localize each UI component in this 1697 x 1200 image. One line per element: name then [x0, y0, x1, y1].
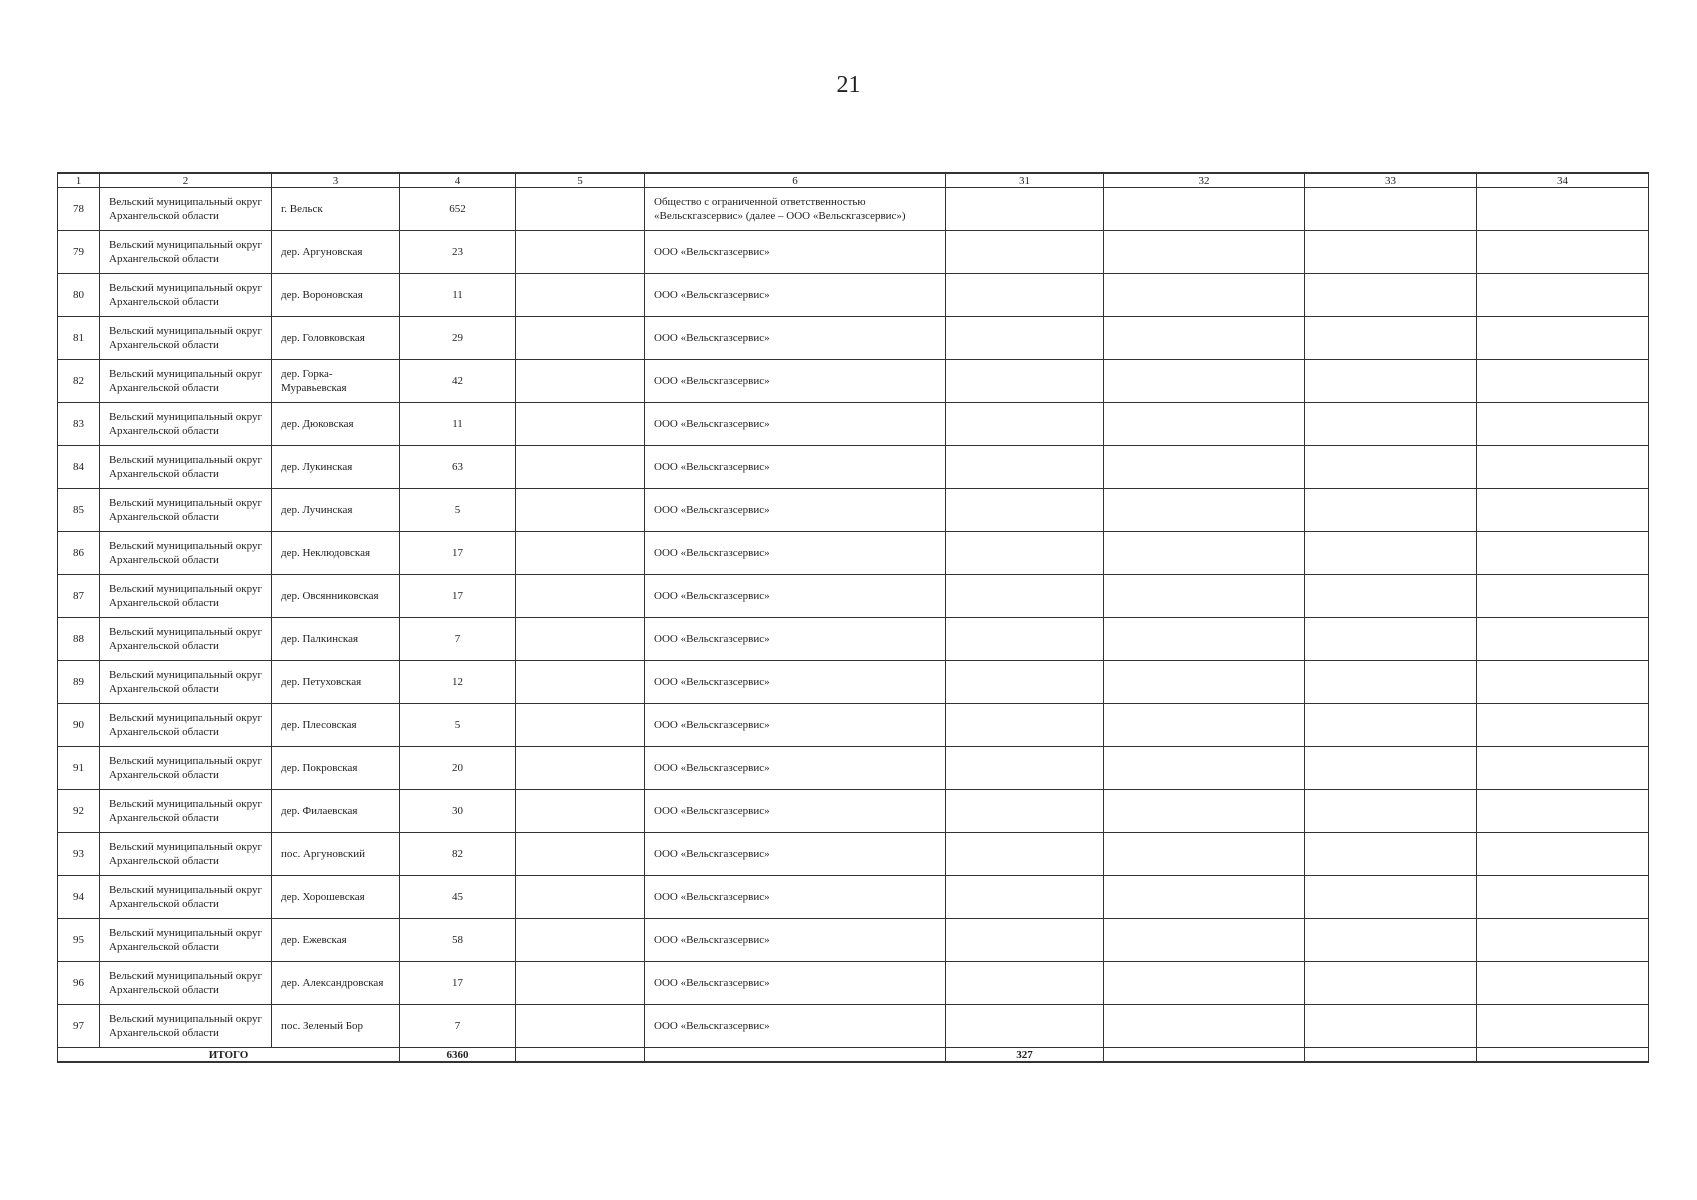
column-32-cell	[1104, 403, 1305, 446]
table-row	[58, 704, 1649, 747]
operator-cell: ООО «Вельскгазсервис»	[645, 446, 946, 489]
column-31-cell	[946, 833, 1104, 876]
column-5-cell	[516, 747, 645, 790]
column-32-cell	[1104, 790, 1305, 833]
row-number-cell: 80	[58, 274, 100, 317]
municipality-cell: Вельский муниципальный округ Архангельской области	[100, 446, 272, 489]
table-row	[58, 790, 1649, 833]
municipality-cell: Вельский муниципальный округ Архангельской области	[100, 532, 272, 575]
settlement-cell: г. Вельск	[272, 188, 400, 231]
total-row	[58, 1048, 1649, 1063]
municipality-cell: Вельский муниципальный округ Архангельской области	[100, 833, 272, 876]
column-33-cell	[1305, 790, 1477, 833]
table-row	[58, 532, 1649, 575]
quantity-cell: 20	[400, 747, 516, 790]
operator-cell: ООО «Вельскгазсервис»	[645, 661, 946, 704]
settlement-cell: дер. Вороновская	[272, 274, 400, 317]
table-row	[58, 919, 1649, 962]
quantity-cell: 82	[400, 833, 516, 876]
table-row	[58, 403, 1649, 446]
page-number: 21	[836, 72, 861, 98]
municipality-cell: Вельский муниципальный округ Архангельской области	[100, 274, 272, 317]
municipality-cell: Вельский муниципальный округ Архангельской области	[100, 489, 272, 532]
quantity-cell: 7	[400, 618, 516, 661]
row-number-cell: 78	[58, 188, 100, 231]
column-34-cell	[1477, 360, 1649, 403]
column-header: 4	[400, 173, 516, 188]
column-31-cell	[946, 360, 1104, 403]
column-33-cell	[1305, 575, 1477, 618]
table-row	[58, 274, 1649, 317]
table-row	[58, 231, 1649, 274]
column-31-cell	[946, 403, 1104, 446]
total-cell	[1477, 1048, 1649, 1063]
settlement-cell: дер. Аргуновская	[272, 231, 400, 274]
column-31-cell	[946, 489, 1104, 532]
settlement-cell: дер. Головковская	[272, 317, 400, 360]
column-32-cell	[1104, 532, 1305, 575]
column-5-cell	[516, 661, 645, 704]
row-number-cell: 86	[58, 532, 100, 575]
quantity-cell: 23	[400, 231, 516, 274]
settlement-cell: дер. Неклюдовская	[272, 532, 400, 575]
column-32-cell	[1104, 661, 1305, 704]
quantity-cell: 17	[400, 532, 516, 575]
row-number-cell: 79	[58, 231, 100, 274]
column-31-cell	[946, 962, 1104, 1005]
column-33-cell	[1305, 317, 1477, 360]
column-34-cell	[1477, 661, 1649, 704]
settlement-cell: дер. Лукинская	[272, 446, 400, 489]
column-31-cell	[946, 661, 1104, 704]
total-cell	[1305, 1048, 1477, 1063]
quantity-cell: 11	[400, 403, 516, 446]
quantity-cell: 58	[400, 919, 516, 962]
column-33-cell	[1305, 876, 1477, 919]
quantity-cell: 5	[400, 704, 516, 747]
column-5-cell	[516, 962, 645, 1005]
municipality-cell: Вельский муниципальный округ Архангельской области	[100, 747, 272, 790]
quantity-cell: 30	[400, 790, 516, 833]
operator-cell: ООО «Вельскгазсервис»	[645, 231, 946, 274]
column-31-cell	[946, 317, 1104, 360]
operator-cell: ООО «Вельскгазсервис»	[645, 274, 946, 317]
operator-cell: ООО «Вельскгазсервис»	[645, 317, 946, 360]
total-cell	[1104, 1048, 1305, 1063]
column-33-cell	[1305, 403, 1477, 446]
column-34-cell	[1477, 704, 1649, 747]
column-header: 5	[516, 173, 645, 188]
column-31-cell	[946, 790, 1104, 833]
column-32-cell	[1104, 962, 1305, 1005]
column-5-cell	[516, 575, 645, 618]
municipality-cell: Вельский муниципальный округ Архангельской области	[100, 188, 272, 231]
column-33-cell	[1305, 360, 1477, 403]
column-34-cell	[1477, 1005, 1649, 1048]
quantity-cell: 17	[400, 575, 516, 618]
column-33-cell	[1305, 704, 1477, 747]
settlement-cell: дер. Покровская	[272, 747, 400, 790]
column-34-cell	[1477, 575, 1649, 618]
column-34-cell	[1477, 833, 1649, 876]
row-number-cell: 93	[58, 833, 100, 876]
table-row	[58, 317, 1649, 360]
column-34-cell	[1477, 876, 1649, 919]
table-row	[58, 962, 1649, 1005]
row-number-cell: 96	[58, 962, 100, 1005]
column-31-cell	[946, 747, 1104, 790]
row-number-cell: 83	[58, 403, 100, 446]
column-32-cell	[1104, 274, 1305, 317]
column-header: 6	[645, 173, 946, 188]
column-32-cell	[1104, 446, 1305, 489]
column-32-cell	[1104, 919, 1305, 962]
row-number-cell: 90	[58, 704, 100, 747]
column-5-cell	[516, 317, 645, 360]
row-number-cell: 89	[58, 661, 100, 704]
settlement-cell: дер. Дюковская	[272, 403, 400, 446]
table-row	[58, 618, 1649, 661]
quantity-cell: 17	[400, 962, 516, 1005]
row-number-cell: 87	[58, 575, 100, 618]
column-34-cell	[1477, 532, 1649, 575]
municipality-cell: Вельский муниципальный округ Архангельской области	[100, 919, 272, 962]
quantity-cell: 45	[400, 876, 516, 919]
column-5-cell	[516, 446, 645, 489]
column-5-cell	[516, 489, 645, 532]
column-header: 34	[1477, 173, 1649, 188]
total-col31: 327	[946, 1048, 1104, 1063]
column-31-cell	[946, 876, 1104, 919]
column-33-cell	[1305, 446, 1477, 489]
table-row	[58, 876, 1649, 919]
column-31-cell	[946, 618, 1104, 661]
column-5-cell	[516, 231, 645, 274]
quantity-cell: 29	[400, 317, 516, 360]
column-32-cell	[1104, 833, 1305, 876]
column-34-cell	[1477, 919, 1649, 962]
column-5-cell	[516, 876, 645, 919]
row-number-cell: 82	[58, 360, 100, 403]
operator-cell: ООО «Вельскгазсервис»	[645, 1005, 946, 1048]
municipality-cell: Вельский муниципальный округ Архангельской области	[100, 1005, 272, 1048]
column-header: 3	[272, 173, 400, 188]
operator-cell: Общество с ограниченной ответственностью «Вельскгазсервис» (далее – ООО «Вельскгазсервис»)	[645, 188, 946, 231]
column-32-cell	[1104, 618, 1305, 661]
row-number-cell: 85	[58, 489, 100, 532]
column-5-cell	[516, 532, 645, 575]
column-34-cell	[1477, 747, 1649, 790]
column-31-cell	[946, 274, 1104, 317]
municipality-cell: Вельский муниципальный округ Архангельской области	[100, 876, 272, 919]
operator-cell: ООО «Вельскгазсервис»	[645, 962, 946, 1005]
column-34-cell	[1477, 446, 1649, 489]
column-34-cell	[1477, 231, 1649, 274]
column-32-cell	[1104, 360, 1305, 403]
column-33-cell	[1305, 833, 1477, 876]
column-5-cell	[516, 790, 645, 833]
quantity-cell: 12	[400, 661, 516, 704]
operator-cell: ООО «Вельскгазсервис»	[645, 618, 946, 661]
column-31-cell	[946, 446, 1104, 489]
column-31-cell	[946, 575, 1104, 618]
row-number-cell: 81	[58, 317, 100, 360]
column-34-cell	[1477, 317, 1649, 360]
operator-cell: ООО «Вельскгазсервис»	[645, 747, 946, 790]
table-row	[58, 188, 1649, 231]
table-row	[58, 747, 1649, 790]
column-header: 1	[58, 173, 100, 188]
row-number-cell: 91	[58, 747, 100, 790]
column-33-cell	[1305, 747, 1477, 790]
operator-cell: ООО «Вельскгазсервис»	[645, 919, 946, 962]
settlement-cell: дер. Горка-Муравьевская	[272, 360, 400, 403]
municipality-cell: Вельский муниципальный округ Архангельской области	[100, 661, 272, 704]
column-5-cell	[516, 704, 645, 747]
column-31-cell	[946, 188, 1104, 231]
municipality-cell: Вельский муниципальный округ Архангельской области	[100, 962, 272, 1005]
column-number-header-row	[58, 173, 1649, 188]
operator-cell: ООО «Вельскгазсервис»	[645, 532, 946, 575]
column-5-cell	[516, 833, 645, 876]
total-cell	[516, 1048, 645, 1063]
column-32-cell	[1104, 704, 1305, 747]
column-34-cell	[1477, 790, 1649, 833]
municipality-cell: Вельский муниципальный округ Архангельской области	[100, 704, 272, 747]
settlement-cell: дер. Филаевская	[272, 790, 400, 833]
settlement-cell: дер. Палкинская	[272, 618, 400, 661]
settlement-cell: пос. Аргуновский	[272, 833, 400, 876]
column-header: 32	[1104, 173, 1305, 188]
column-31-cell	[946, 532, 1104, 575]
column-31-cell	[946, 1005, 1104, 1048]
data-table	[57, 172, 1649, 1063]
column-header: 2	[100, 173, 272, 188]
column-5-cell	[516, 274, 645, 317]
column-32-cell	[1104, 747, 1305, 790]
quantity-cell: 5	[400, 489, 516, 532]
total-qty: 6360	[400, 1048, 516, 1063]
operator-cell: ООО «Вельскгазсервис»	[645, 790, 946, 833]
column-32-cell	[1104, 317, 1305, 360]
column-33-cell	[1305, 919, 1477, 962]
total-label: ИТОГО	[58, 1048, 400, 1063]
table-row	[58, 446, 1649, 489]
row-number-cell: 95	[58, 919, 100, 962]
table-row	[58, 489, 1649, 532]
column-5-cell	[516, 188, 645, 231]
table-row	[58, 360, 1649, 403]
column-32-cell	[1104, 188, 1305, 231]
column-5-cell	[516, 618, 645, 661]
operator-cell: ООО «Вельскгазсервис»	[645, 403, 946, 446]
column-31-cell	[946, 704, 1104, 747]
column-34-cell	[1477, 618, 1649, 661]
column-32-cell	[1104, 575, 1305, 618]
quantity-cell: 11	[400, 274, 516, 317]
quantity-cell: 652	[400, 188, 516, 231]
column-34-cell	[1477, 962, 1649, 1005]
column-32-cell	[1104, 231, 1305, 274]
column-34-cell	[1477, 403, 1649, 446]
operator-cell: ООО «Вельскгазсервис»	[645, 876, 946, 919]
settlement-cell: дер. Александровская	[272, 962, 400, 1005]
column-5-cell	[516, 1005, 645, 1048]
settlement-cell: дер. Петуховская	[272, 661, 400, 704]
column-5-cell	[516, 403, 645, 446]
operator-cell: ООО «Вельскгазсервис»	[645, 575, 946, 618]
column-33-cell	[1305, 962, 1477, 1005]
column-33-cell	[1305, 489, 1477, 532]
settlement-cell: дер. Плесовская	[272, 704, 400, 747]
row-number-cell: 92	[58, 790, 100, 833]
column-33-cell	[1305, 618, 1477, 661]
municipality-cell: Вельский муниципальный округ Архангельской области	[100, 618, 272, 661]
municipality-cell: Вельский муниципальный округ Архангельской области	[100, 790, 272, 833]
settlement-cell: пос. Зеленый Бор	[272, 1005, 400, 1048]
municipality-cell: Вельский муниципальный округ Архангельской области	[100, 575, 272, 618]
quantity-cell: 63	[400, 446, 516, 489]
column-header: 33	[1305, 173, 1477, 188]
operator-cell: ООО «Вельскгазсервис»	[645, 704, 946, 747]
column-31-cell	[946, 231, 1104, 274]
quantity-cell: 42	[400, 360, 516, 403]
table-row	[58, 575, 1649, 618]
table-row	[58, 1005, 1649, 1048]
column-33-cell	[1305, 1005, 1477, 1048]
municipality-cell: Вельский муниципальный округ Архангельской области	[100, 231, 272, 274]
table-row	[58, 833, 1649, 876]
column-32-cell	[1104, 489, 1305, 532]
settlement-cell: дер. Хорошевская	[272, 876, 400, 919]
total-cell	[645, 1048, 946, 1063]
operator-cell: ООО «Вельскгазсервис»	[645, 833, 946, 876]
operator-cell: ООО «Вельскгазсервис»	[645, 489, 946, 532]
quantity-cell: 7	[400, 1005, 516, 1048]
row-number-cell: 88	[58, 618, 100, 661]
column-33-cell	[1305, 274, 1477, 317]
column-34-cell	[1477, 188, 1649, 231]
column-31-cell	[946, 919, 1104, 962]
column-5-cell	[516, 360, 645, 403]
municipality-cell: Вельский муниципальный округ Архангельской области	[100, 317, 272, 360]
column-32-cell	[1104, 1005, 1305, 1048]
column-34-cell	[1477, 274, 1649, 317]
column-33-cell	[1305, 231, 1477, 274]
table-row	[58, 661, 1649, 704]
column-33-cell	[1305, 188, 1477, 231]
row-number-cell: 94	[58, 876, 100, 919]
settlement-cell: дер. Овсянниковская	[272, 575, 400, 618]
settlement-cell: дер. Лучинская	[272, 489, 400, 532]
row-number-cell: 84	[58, 446, 100, 489]
row-number-cell: 97	[58, 1005, 100, 1048]
operator-cell: ООО «Вельскгазсервис»	[645, 360, 946, 403]
column-32-cell	[1104, 876, 1305, 919]
municipality-cell: Вельский муниципальный округ Архангельской области	[100, 403, 272, 446]
column-5-cell	[516, 919, 645, 962]
settlement-cell: дер. Ежевская	[272, 919, 400, 962]
municipality-cell: Вельский муниципальный округ Архангельской области	[100, 360, 272, 403]
column-33-cell	[1305, 661, 1477, 704]
column-34-cell	[1477, 489, 1649, 532]
column-33-cell	[1305, 532, 1477, 575]
column-header: 31	[946, 173, 1104, 188]
